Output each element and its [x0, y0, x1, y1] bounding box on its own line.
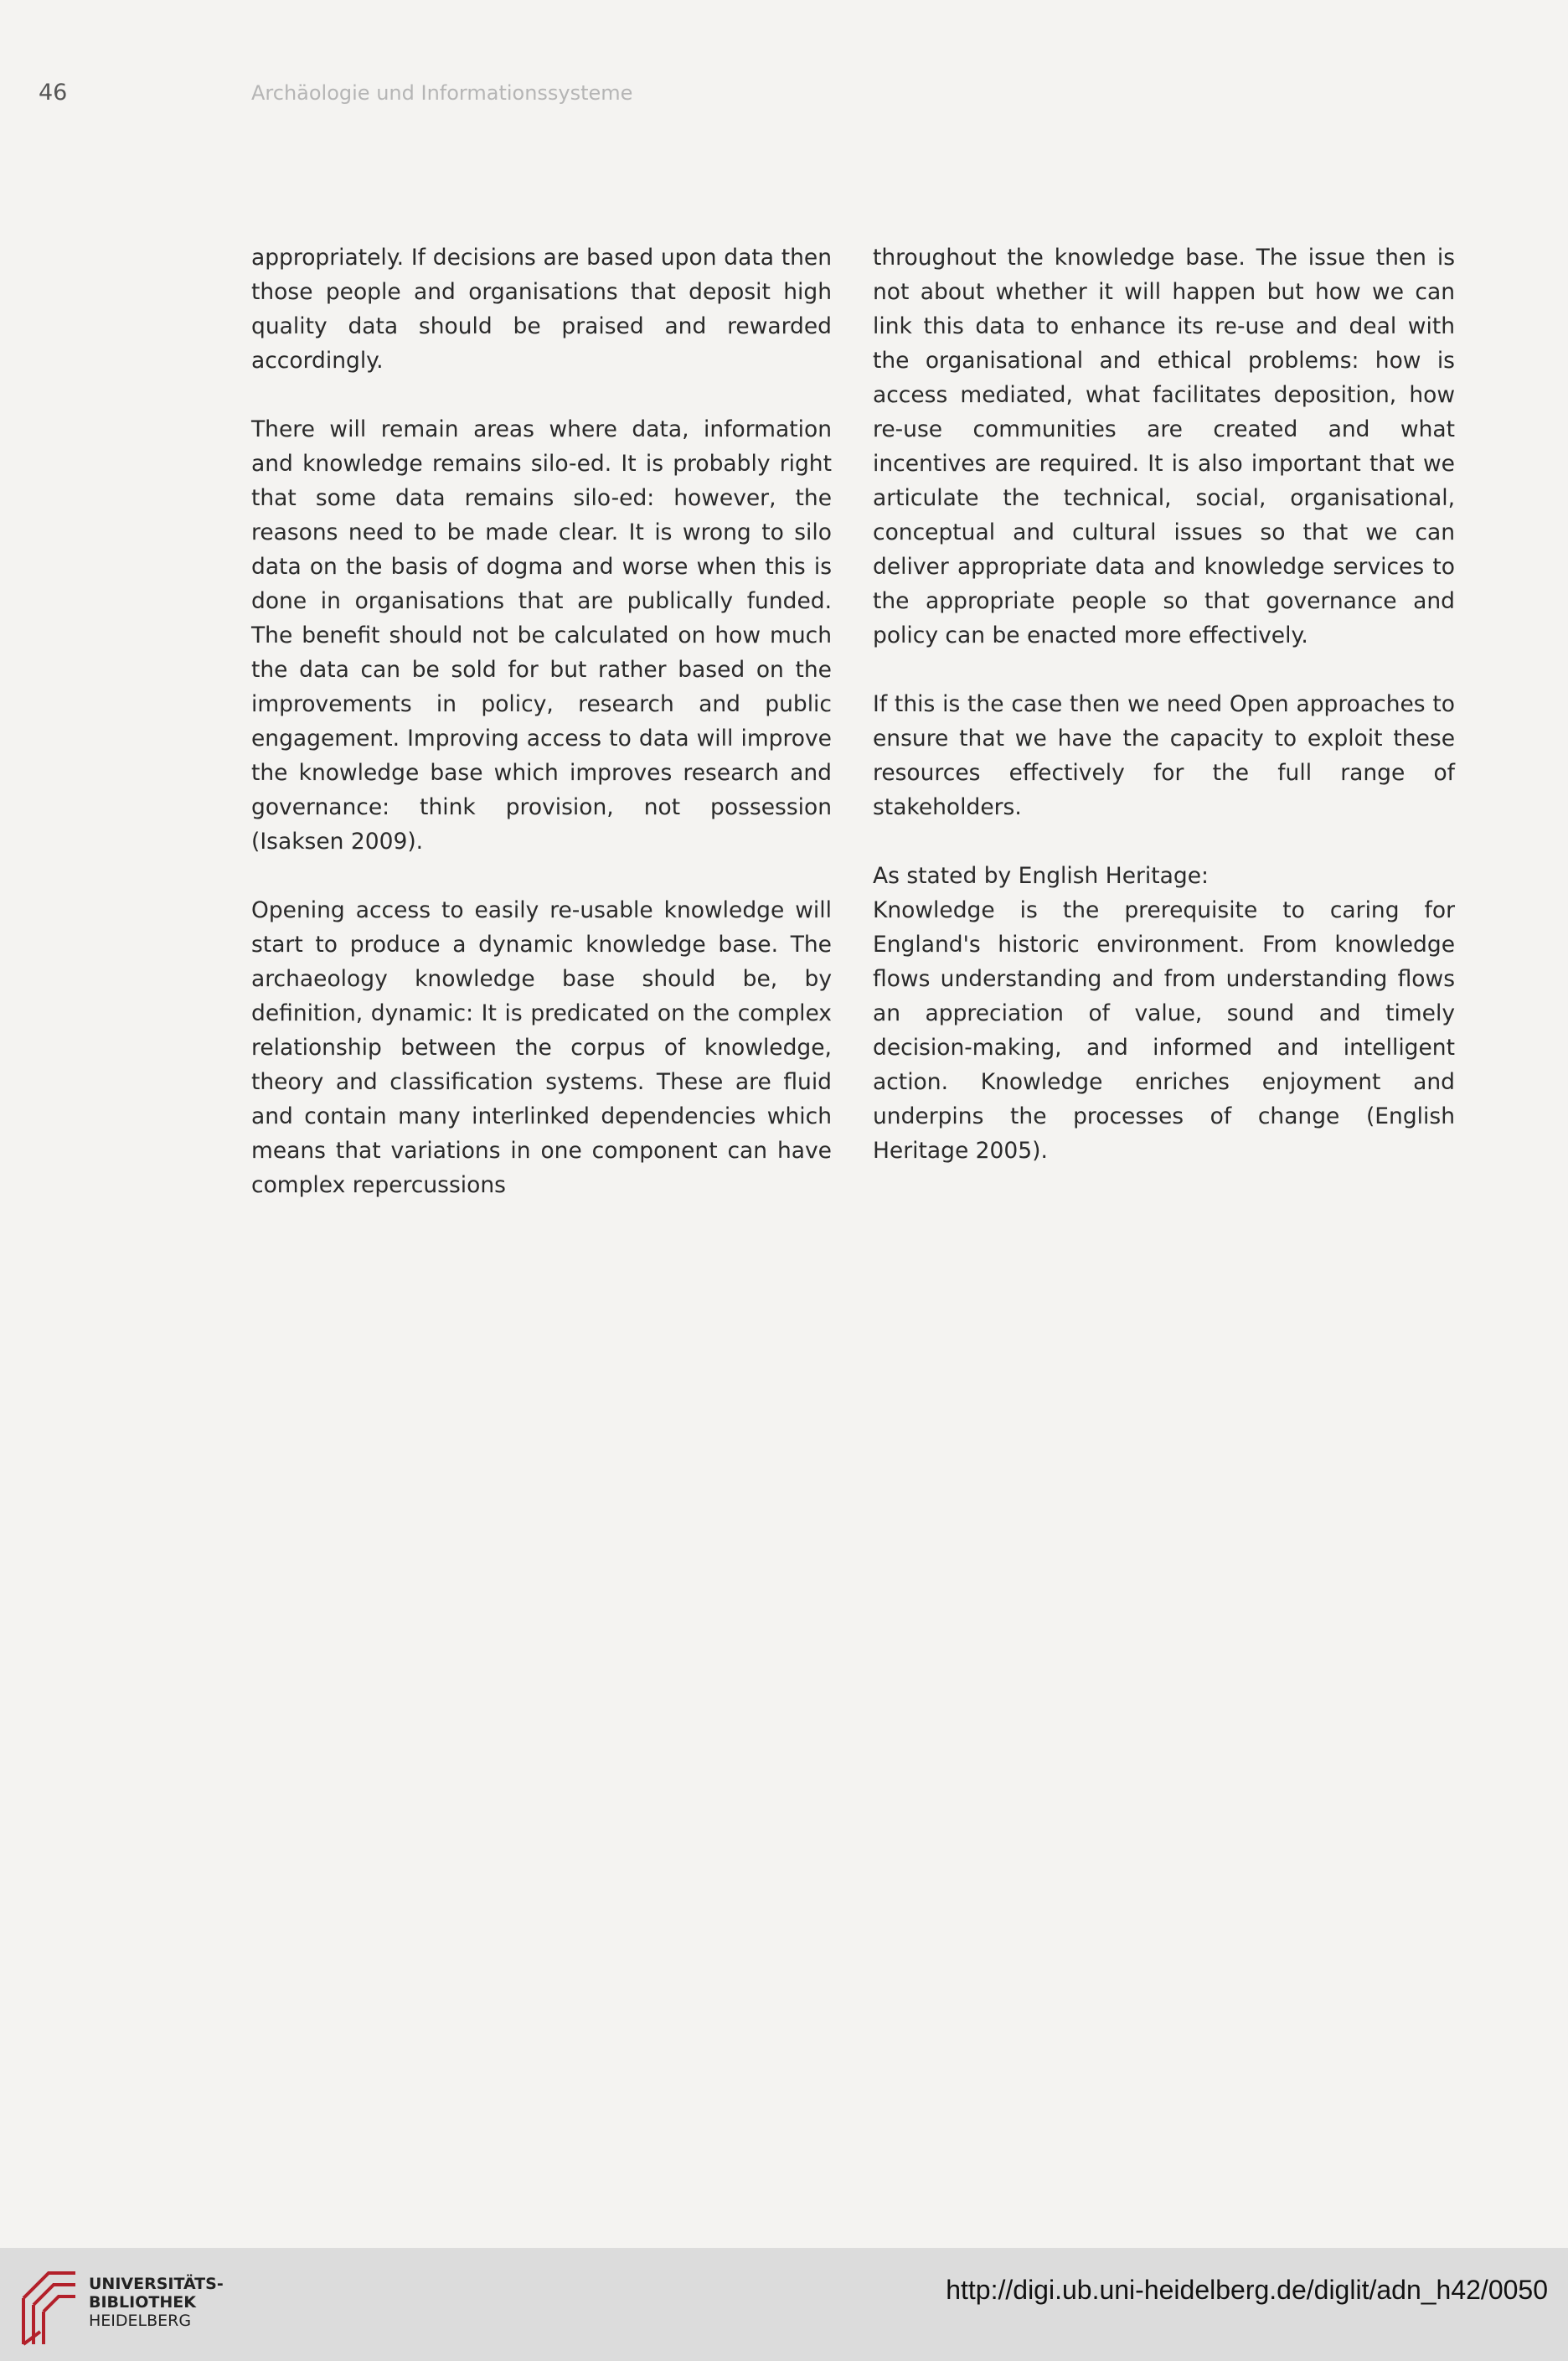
library-name-line: UNIVERSITÄTS- — [89, 2275, 224, 2293]
left-column — [251, 240, 832, 1237]
right-column — [873, 240, 1455, 1202]
page-number: 46 — [39, 80, 68, 106]
quote-intro: As stated by English Heritage: — [873, 863, 1209, 889]
paragraph: If this is the case then we need Open approaches to ensure that we have the capacity to exploit these resources effectively for the full range of stakeholders. — [873, 691, 1455, 820]
digitization-footer — [0, 2248, 1568, 2361]
library-name-line: BIBLIOTHEK — [89, 2293, 196, 2312]
library-name — [89, 2275, 224, 2330]
library-name-line: HEIDELBERG — [89, 2312, 192, 2330]
paragraph: throughout the knowledge base. The issue then is not about whether it will happen but how we can link this data to enhance its re-use and deal with the organisational and ethical problems: how is access mediated, what facilitates deposition, how re-use communities are created and what incentives are required. It is also important that we articulate the technical, social, organisational, conceptual and cultural issues so that we can deliver appropriate data and knowledge services to the appropriate people so that governance and policy can be enacted more effectively. — [873, 245, 1455, 648]
paragraph: appropriately. If decisions are based upon data then those people and organisations that deposit high quality data should be praised and rewarded accordingly. — [251, 245, 832, 374]
paragraph: Opening access to easily re-usable knowledge will start to produce a dynamic knowledge base. The archaeology knowledge base should be, by definition, dynamic: It is predicated on the complex relationship between the corpus of knowledge, theory and classification systems. These are fluid and contain many interlinked dependencies which means that variations in one component can have complex repercussions — [251, 897, 832, 1198]
library-logo-icon — [17, 2265, 84, 2348]
source-url-link[interactable]: http://digi.ub.uni-heidelberg.de/diglit/adn_h42/0050 — [946, 2275, 1548, 2305]
paragraph: There will remain areas where data, information and knowledge remains silo-ed. It is probably right that some data remains silo-ed: however, the reasons need to be made clear. It is wrong to silo data on the basis of dogma and worse when this is done in organisations that are publically funded. The benefit should not be calculated on how much the data can be sold for but rather based on the improvements in policy, research and public engagement. Improving access to data will improve the knowledge base which improves research and governance: think provision, not possession (Isaksen 2009). — [251, 416, 832, 855]
block-quote: Knowledge is the prerequisite to caring for England's historic environment. From knowledge flows understanding and from understanding flows an appreciation of value, sound and timely decision-making, and informed and intelligent action. Knowledge enriches enjoyment and underpins the processes of change (English Heritage 2005). — [873, 897, 1455, 1164]
running-title: Archäologie und Informationssysteme — [251, 81, 633, 105]
